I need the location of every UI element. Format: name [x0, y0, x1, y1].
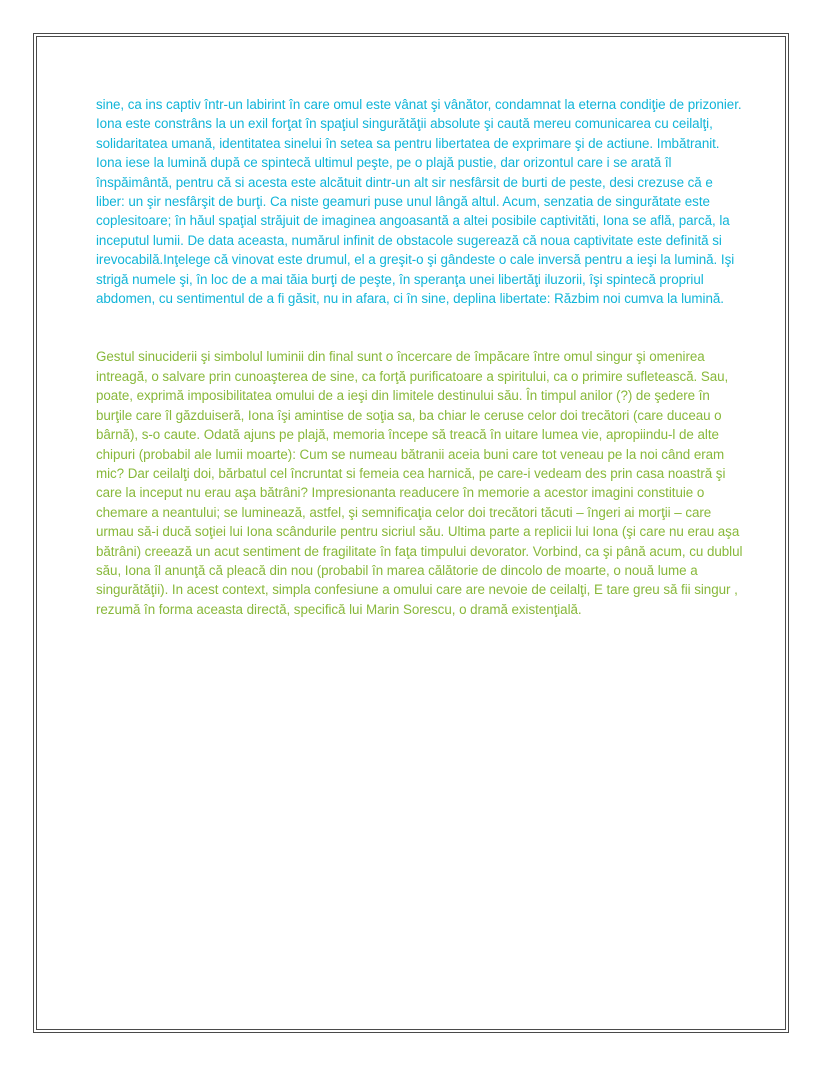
paragraph-green: Gestul sinuciderii şi simbolul luminii din final sunt o încercare de împăcare între omul singur şi omenirea intreagă, o salvare prin cunoaşterea de sine, ca forţă purificatoare a spiritului, ca o primire sufletească. Sau, poate, exprimă imposibilitatea omului de a ieşi din limitele destinului său. În timpul anilor (?) de şedere în burţile care îl găzduiseră, Iona îşi amintise de soţia sa, ba chiar le ceruse celor doi trecători (care duceau o bârnă), s-o caute. Odată ajuns pe plajă, memoria începe să treacă în uitare lumea vie, apropiindu-l de alte chipuri (probabil ale lumii moarte): Cum se numeau bătranii aceia buni care tot veneau pe la noi când eram mic? Dar ceilalţi doi, bărbatul cel încruntat si femeia cea harnică, pe care-i vedeam des prin casa noastră şi care la inceput nu erau aşa bătrâni? Impresionanta readucere în memorie a acestor imagini constituie o chemare a neantului; se luminează, astfel, şi semnificaţia celor doi trecători tăcuti – îngeri ai morţii – care urmau să-i ducă soţiei lui Iona scândurile pentru sicriul său. Ultima parte a replicii lui Iona (şi care nu erau aşa bătrâni) creează un acut sentiment de fragilitate în faţa timpului devorator. Vorbind, ca şi până acum, cu dublul său, Iona îl anunţă că pleacă din nou (probabil în marea călătorie de dincolo de moarte, o nouă lume a singurătăţii). In acest context, simpla confesiune a omului care are nevoie de ceilalţi, E tare greu să fii singur , rezumă în forma aceasta directă, specifică lui Marin Sorescu, o dramă existenţială.: [96, 349, 743, 617]
paragraph-cyan: sine, ca ins captiv într-un labirint în care omul este vânat şi vânător, condamnat la eterna condiţie de prizonier. Iona este constrâns la un exil forţat în spaţiul singurătăţii absolute şi caută mereu comunicarea cu ceilalţi, solidaritatea umană, identitatea sinelui în setea sa pentru libertatea de exprimare şi de actiune. Imbătranit. Iona iese la lumină după ce spintecă ultimul peşte, pe o plajă pustie, dar orizontul care i se arată îl înspăimântă, pentru că si acesta este alcătuit dintr-un alt sir nesfârsit de burti de peste, desi crezuse că e liber: un şir nesfârşit de burţi. Ca niste geamuri puse unul lângă altul. Acum, senzatia de singurătate este coplesitoare; în hăul spaţial străjuit de imaginea angoasantă a altei posibile captivităti, Iona se află, parcă, la inceputul lumii. De data aceasta, numărul infinit de obstacole sugerează că noua captivitate este definită si irevocabilă.Inţelege că vinovat este drumul, el a greşit-o şi gândeste o cale inversă pentru a ieşi la lumină. Işi strigă numele şi, în loc de a mai tăia burţi de peşte, în speranţa unei libertăţi iluzorii, îşi spintecă propriul abdomen, cu sentimentul de a fi găsit, nu in afara, ci în sine, deplina libertate: Răzbim noi cumva la lumină.: [96, 97, 742, 307]
document-body: [96, 95, 744, 619]
